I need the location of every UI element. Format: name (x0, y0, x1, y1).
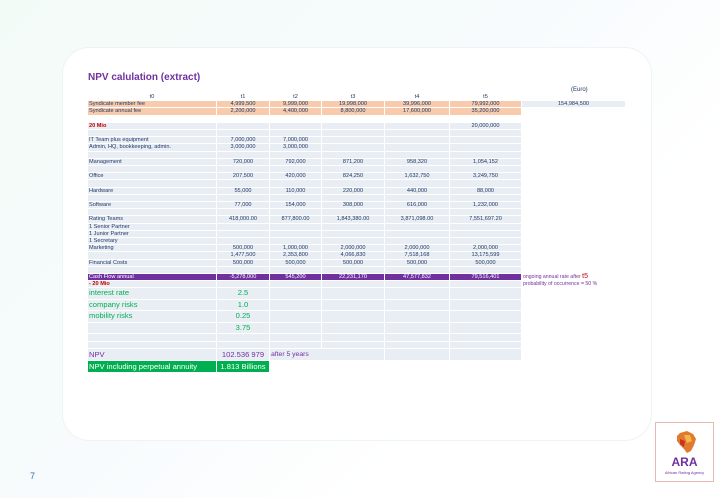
cell-value: 22,231,170 (322, 274, 384, 280)
npv-row (88, 349, 625, 360)
table-row (88, 224, 625, 230)
cell-value: 77,000 (217, 202, 269, 208)
table-row (88, 238, 625, 244)
africa-map-icon (656, 423, 713, 471)
cell-value: 720,000 (217, 159, 269, 165)
cell-value: 1,632,750 (385, 173, 449, 179)
cell-value: 7,000,000 (270, 137, 321, 143)
row-label: mobility risks (88, 311, 216, 322)
cell-value: 8,800,000 (322, 108, 384, 114)
cell-value: 500,000 (385, 260, 449, 266)
row-label: interest rate (88, 288, 216, 299)
cell-value: 2.5 (217, 288, 269, 299)
cash-flow-row (88, 274, 625, 280)
table-row (88, 108, 625, 114)
cell-value: 19,998,000 (322, 101, 384, 107)
cell-value: 7,551,697.20 (450, 216, 521, 222)
cell-value: 3,249,750 (450, 173, 521, 179)
table-row (88, 144, 625, 150)
table-row (88, 188, 625, 194)
header-t2: t2 (293, 94, 298, 100)
cell-value: 154,000 (270, 202, 321, 208)
cell-value: 1,000,000 (270, 245, 321, 251)
table-row (88, 231, 625, 237)
cell-value: 79,516,401 (450, 274, 521, 280)
row-label: 20 Mio (88, 123, 216, 129)
table-row (88, 245, 625, 251)
currency-label: (Euro) (571, 87, 588, 93)
cell-value: 4,066,830 (322, 252, 384, 258)
cell-value: 2,353,800 (270, 252, 321, 258)
cell-value: 35,200,000 (450, 108, 521, 114)
cell-value: 7,518,168 (385, 252, 449, 258)
npv-table (87, 93, 626, 373)
table-row (88, 311, 625, 322)
cell-value: 0.25 (217, 311, 269, 322)
npv-value: 102.536 979 (217, 349, 269, 360)
cell-value: 88,000 (450, 188, 521, 194)
row-label: Office (88, 173, 216, 179)
cell-value: 500,000 (270, 260, 321, 266)
cell-value: 1,843,380.00 (322, 216, 384, 222)
cell-value: 1,477,500 (217, 252, 269, 258)
cell-value: 4,400,000 (270, 108, 321, 114)
table-row (88, 288, 625, 299)
cell-value: 2,200,000 (217, 108, 269, 114)
row-label: company risks (88, 300, 216, 311)
header-t5: t5 (483, 94, 488, 100)
cell-value: 877,800.00 (270, 216, 321, 222)
cell-value: 17,600,000 (385, 108, 449, 114)
row-label: Marketing (88, 245, 216, 251)
note-text: ongoing annual rate after (523, 273, 581, 280)
cell-value: 13,175,599 (450, 252, 521, 258)
table-row (88, 323, 625, 334)
cell-value: 7,000,000 (217, 137, 269, 143)
row-label: Hardware (88, 188, 216, 194)
npv-perpetual-value: 1.813 Billions (217, 361, 269, 372)
cell-value: 545,200 (270, 274, 321, 280)
table-row (88, 173, 625, 179)
page-number: 7 (30, 471, 36, 481)
cell-value: 824,250 (322, 173, 384, 179)
cell-value: 1.0 (217, 300, 269, 311)
cell-value: 9,999,000 (270, 101, 321, 107)
header-t3: t3 (350, 94, 356, 100)
cell-value: 3.75 (217, 323, 269, 334)
note-t5: t5 (582, 272, 588, 280)
row-label: 1 Secretary (88, 238, 216, 244)
cell-value: 1,232,000 (450, 202, 521, 208)
row-label: NPV (88, 349, 216, 360)
table-row (88, 159, 625, 165)
row-label: Syndicate annual fee (88, 108, 216, 114)
cell-value: 20,000,000 (450, 123, 521, 129)
row-label: IT Team plus equipment (88, 137, 216, 143)
cell-value: 500,000 (217, 260, 269, 266)
table-row (88, 300, 625, 311)
row-label: - 20 Mio (88, 281, 216, 287)
row-label: Software (88, 202, 216, 208)
page-title: NPV calulation (extract) (88, 72, 201, 83)
cell-value: 500,000 (217, 245, 269, 251)
annual-rate-note (522, 274, 625, 280)
cell-value: 3,871,098.00 (385, 216, 449, 222)
cell-value: 55,000 (217, 188, 269, 194)
ara-logo (655, 422, 714, 482)
cell-value: 4,999,500 (217, 101, 269, 107)
table-row (88, 101, 625, 107)
cell-value: 3,000,000 (270, 144, 321, 150)
row-label: Syndicate member fee (88, 101, 216, 107)
logo-caption: African Rating Agency (664, 470, 705, 475)
row-label: Management (88, 159, 216, 165)
table-row (88, 252, 625, 258)
cell-value: 207,500 (217, 173, 269, 179)
cell-value: 2,000,000 (450, 245, 521, 251)
row-label: Financial Costs (88, 260, 216, 266)
row-label: 1 Junior Partner (88, 231, 216, 237)
npv-after: after 5 years (270, 349, 384, 360)
cell-value: 420,000 (270, 173, 321, 179)
cell-value: 3,000,000 (217, 144, 269, 150)
cell-value: 418,000.00 (217, 216, 269, 222)
cell-value: 47,577,832 (385, 274, 449, 280)
header-row (88, 94, 625, 100)
cell-value: 39,996,000 (385, 101, 449, 107)
row-label: Admin, HQ, bookkeeping, admin. (88, 144, 216, 150)
cell-value: 79,992,000 (450, 101, 521, 107)
cell-value: 792,000 (270, 159, 321, 165)
table-row (88, 123, 625, 129)
total-value: 154,984,500 (522, 101, 625, 107)
header-t0: t0 (149, 94, 155, 100)
row-label: NPV including perpetual annuity (88, 361, 216, 372)
row-label: 1 Senior Partner (88, 224, 216, 230)
header-t1: t1 (240, 94, 246, 100)
cell-value: -5,278,000 (217, 274, 269, 280)
table-row (88, 216, 625, 222)
cell-value: 308,000 (322, 202, 384, 208)
cell-value: 2,000,000 (322, 245, 384, 251)
cell-value: 500,000 (322, 260, 384, 266)
cell-value: 440,000 (385, 188, 449, 194)
table-row (88, 281, 625, 287)
cell-value: 616,000 (385, 202, 449, 208)
probability-note: probability of occurrence = 50 % (523, 281, 598, 288)
logo-text: ARA (671, 455, 698, 469)
table-row (88, 202, 625, 208)
cell-value: 958,320 (385, 159, 449, 165)
cell-value: 1,054,152 (450, 159, 521, 165)
row-label: Rating Teams (88, 216, 216, 222)
row-label: Cash Flow annual (88, 274, 216, 280)
cell-value: 2,000,000 (385, 245, 449, 251)
header-t4: t4 (414, 94, 420, 100)
cell-value: 871,200 (322, 159, 384, 165)
table-row (88, 260, 625, 266)
cell-value: 500,000 (450, 260, 521, 266)
npv-perpetual-row (88, 361, 625, 372)
table-row (88, 137, 625, 143)
cell-value: 220,000 (322, 188, 384, 194)
cell-value: 110,000 (270, 188, 321, 194)
